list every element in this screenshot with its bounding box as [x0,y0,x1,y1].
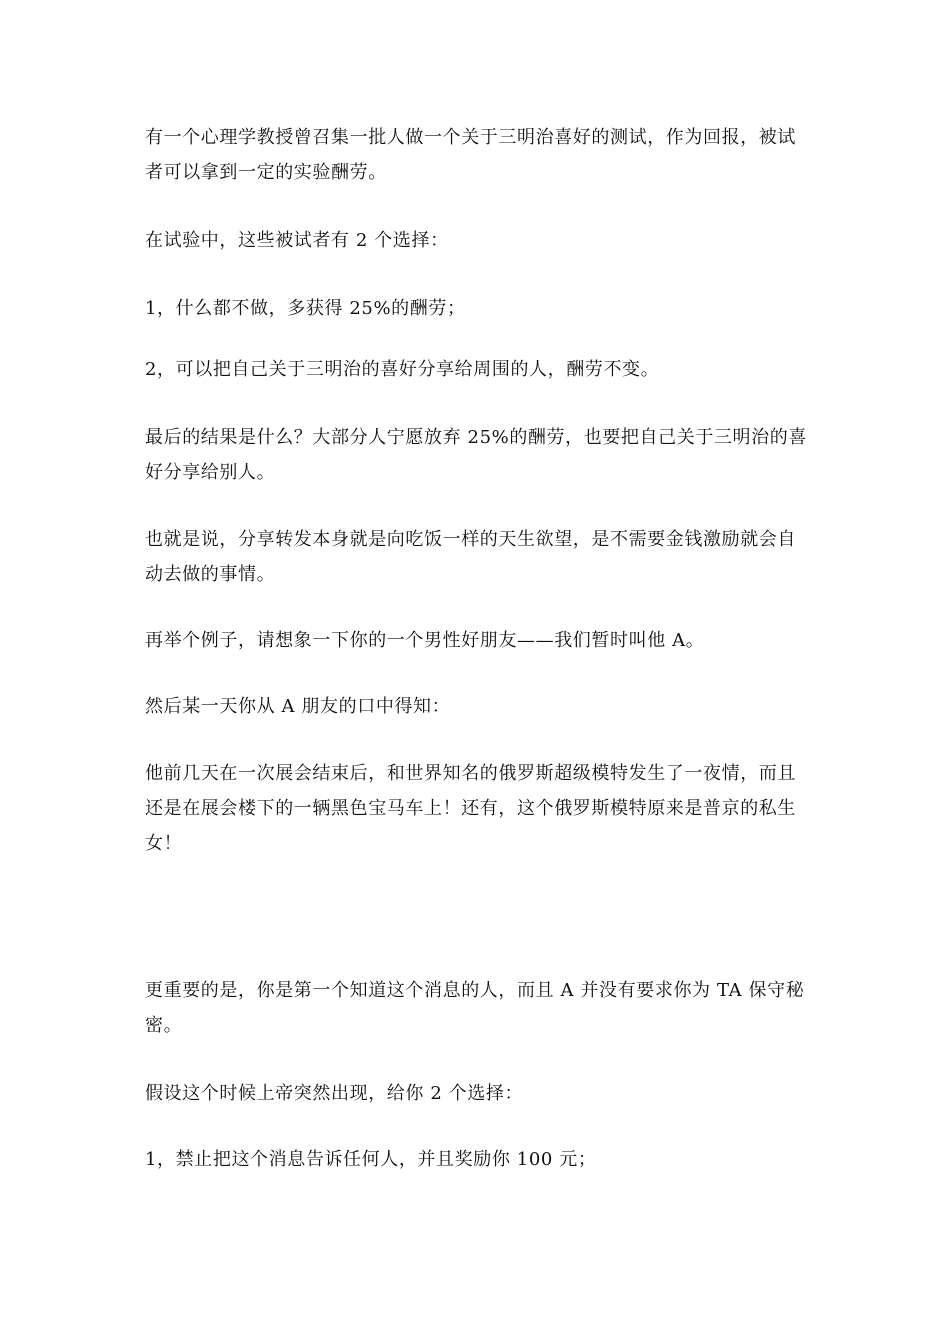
paragraph-two-choices: 在试验中，这些被试者有 2 个选择： [145,230,449,251]
paragraph-story: 他前几天在一次展会结束后，和世界知名的俄罗斯超级模特发生了一夜情，而且还是在展会楼下的一辆黑色宝马车上！还有，这个俄罗斯模特原来是普京的私生女！ [145,763,796,854]
paragraph-conclusion: 也就是说，分享转发本身就是向吃饭一样的天生欲望，是不需要金钱激励就会自动去做的事情。 [145,529,796,585]
paragraph-example-intro: 再举个例子，请想象一下你的一个男性好朋友——我们暂时叫他 A。 [145,630,705,651]
paragraph-god-choices: 假设这个时候上帝突然出现，给你 2 个选择： [145,1083,524,1104]
paragraph-option-1: 1，禁止把这个消息告诉任何人，并且奖励你 100 元； [145,1149,597,1170]
paragraph-choice-2: 2，可以把自己关于三明治的喜好分享给周围的人，酬劳不变。 [145,359,660,380]
paragraph-result: 最后的结果是什么？大部分人宁愿放弃 25%的酬劳，也要把自己关于三明治的喜好分享给别人。 [145,427,807,483]
paragraph-first-to-know: 更重要的是，你是第一个知道这个消息的人，而且 A 并没有要求你为 TA 保守秘密。 [145,980,805,1036]
paragraph-choice-1: 1，什么都不做，多获得 25%的酬劳； [145,298,466,319]
paragraph-sandwich-experiment: 有一个心理学教授曾召集一批人做一个关于三明治喜好的测试，作为回报，被试者可以拿到一定的实验酬劳。 [145,127,796,183]
paragraph-learned-from-a: 然后某一天你从 A 朋友的口中得知： [145,696,451,717]
